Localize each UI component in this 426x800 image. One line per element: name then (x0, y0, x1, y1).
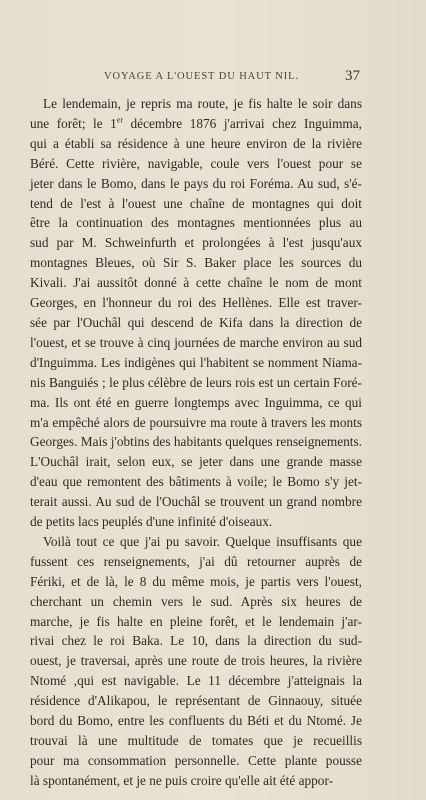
text-line: d'eau que remontent des bâtiments à voile; le Bomo s'y jet- (30, 474, 362, 490)
text-line: nis Banguiés ; le plus célèbre de leurs rois est un certain Foré- (30, 374, 362, 390)
text-line: terait aussi. Au sud de l'Ouchâl se trouvent un grand nombre (30, 494, 362, 510)
text-line: Ntomé ,qui est navigable. Le 11 décembre j'atteignais la (30, 673, 362, 689)
text-line: fussent ces renseignements, j'ai dû retourner auprès de (30, 553, 362, 569)
text-line: Voilà tout ce que j'ai pu savoir. Quelque insuffisants que (43, 533, 362, 549)
text-line: jeter dans le Bomo, dans le pays du roi Foréma. Au sud, s'é- (30, 175, 362, 191)
running-title: VOYAGE A L'OUEST DU HAUT NIL. (104, 71, 300, 82)
text-line: l'ouest, et se trouve à cinq journées de marche environ au sud (30, 334, 362, 350)
text-line: une forêt; le 1er décembre 1876 j'arrivai chez Inguimma, (30, 115, 362, 131)
text-line: sud par M. Schweinfurth et prolongées à l'est jusqu'aux (30, 235, 362, 251)
text-line: d'Inguimma. Les indigènes qui l'habitent se nomment Niama- (30, 354, 362, 370)
text-line: Georges. Mais j'obtins des habitants quelques renseignements. (30, 434, 362, 450)
text-line: ma. Ils ont été en guerre longtemps avec Inguimma, ce qui (30, 394, 362, 410)
text-line: qui a établi sa résidence à une heure environ de la rivière (30, 135, 362, 151)
text-line: Le lendemain, je repris ma route, je fis halte le soir dans (43, 96, 362, 111)
text-line: cherchant un chemin vers le sud. Après six heures de (30, 593, 362, 609)
text-line: de petits lacs peuplés d'une infinité d'oiseaux. (30, 514, 273, 530)
text-line: trouvai là une multitude de tomates que je recueillis (30, 733, 362, 748)
paragraph-2 (30, 532, 362, 791)
text-line: Georges, en l'honneur du roi des Hellènes. Elle est traver- (30, 295, 362, 311)
text-line: ouest, je traversai, après une route de trois heures, la rivière (30, 653, 362, 669)
running-header (0, 68, 426, 89)
text-line: sée par l'Ouchâl qui descend de Kifa dans la direction de (30, 314, 362, 330)
text-line: là spontanément, et je ne puis croire qu'elle ait été appor- (30, 772, 334, 788)
text-line: résidence d'Alikapou, le représentant de Ginnaouy, située (30, 693, 362, 709)
text-line: m'a empêché alors de poursuivre ma route à travers les monts (30, 414, 362, 430)
text-line: être la continuation des montagnes mentionnées plus au (30, 215, 362, 231)
text-line: rivai chez le roi Baka. Le 10, dans la direction du sud- (30, 633, 362, 649)
text-line: montagnes Bleues, où Sir S. Baker place les sources du (30, 255, 362, 271)
text-line: Fériki, et de là, le 8 du même mois, je partis vers l'ouest, (30, 573, 362, 589)
paragraph-1 (30, 94, 362, 532)
text-line: L'Ouchâl irait, selon eux, se jeter dans une grande masse (30, 454, 362, 470)
text-line: marche, je fis halte en pleine forêt, et le lendemain j'ar- (30, 613, 362, 629)
text-line: tend de l'est à l'ouest une chaîne de montagnes qui doit (30, 195, 362, 211)
text-line: Kivali. J'ai aussitôt donné à cette chaîne le nom de mont (30, 275, 362, 291)
text-line: pour ma consommation personnelle. Cette plante pousse (30, 752, 362, 768)
body-text (30, 94, 362, 791)
text-line: bord du Bomo, entre les confluents du Béti et du Ntomé. Je (30, 713, 362, 729)
page-number: 37 (345, 68, 360, 84)
text-line: Béré. Cette rivière, navigable, coule vers l'ouest pour se (30, 155, 362, 171)
